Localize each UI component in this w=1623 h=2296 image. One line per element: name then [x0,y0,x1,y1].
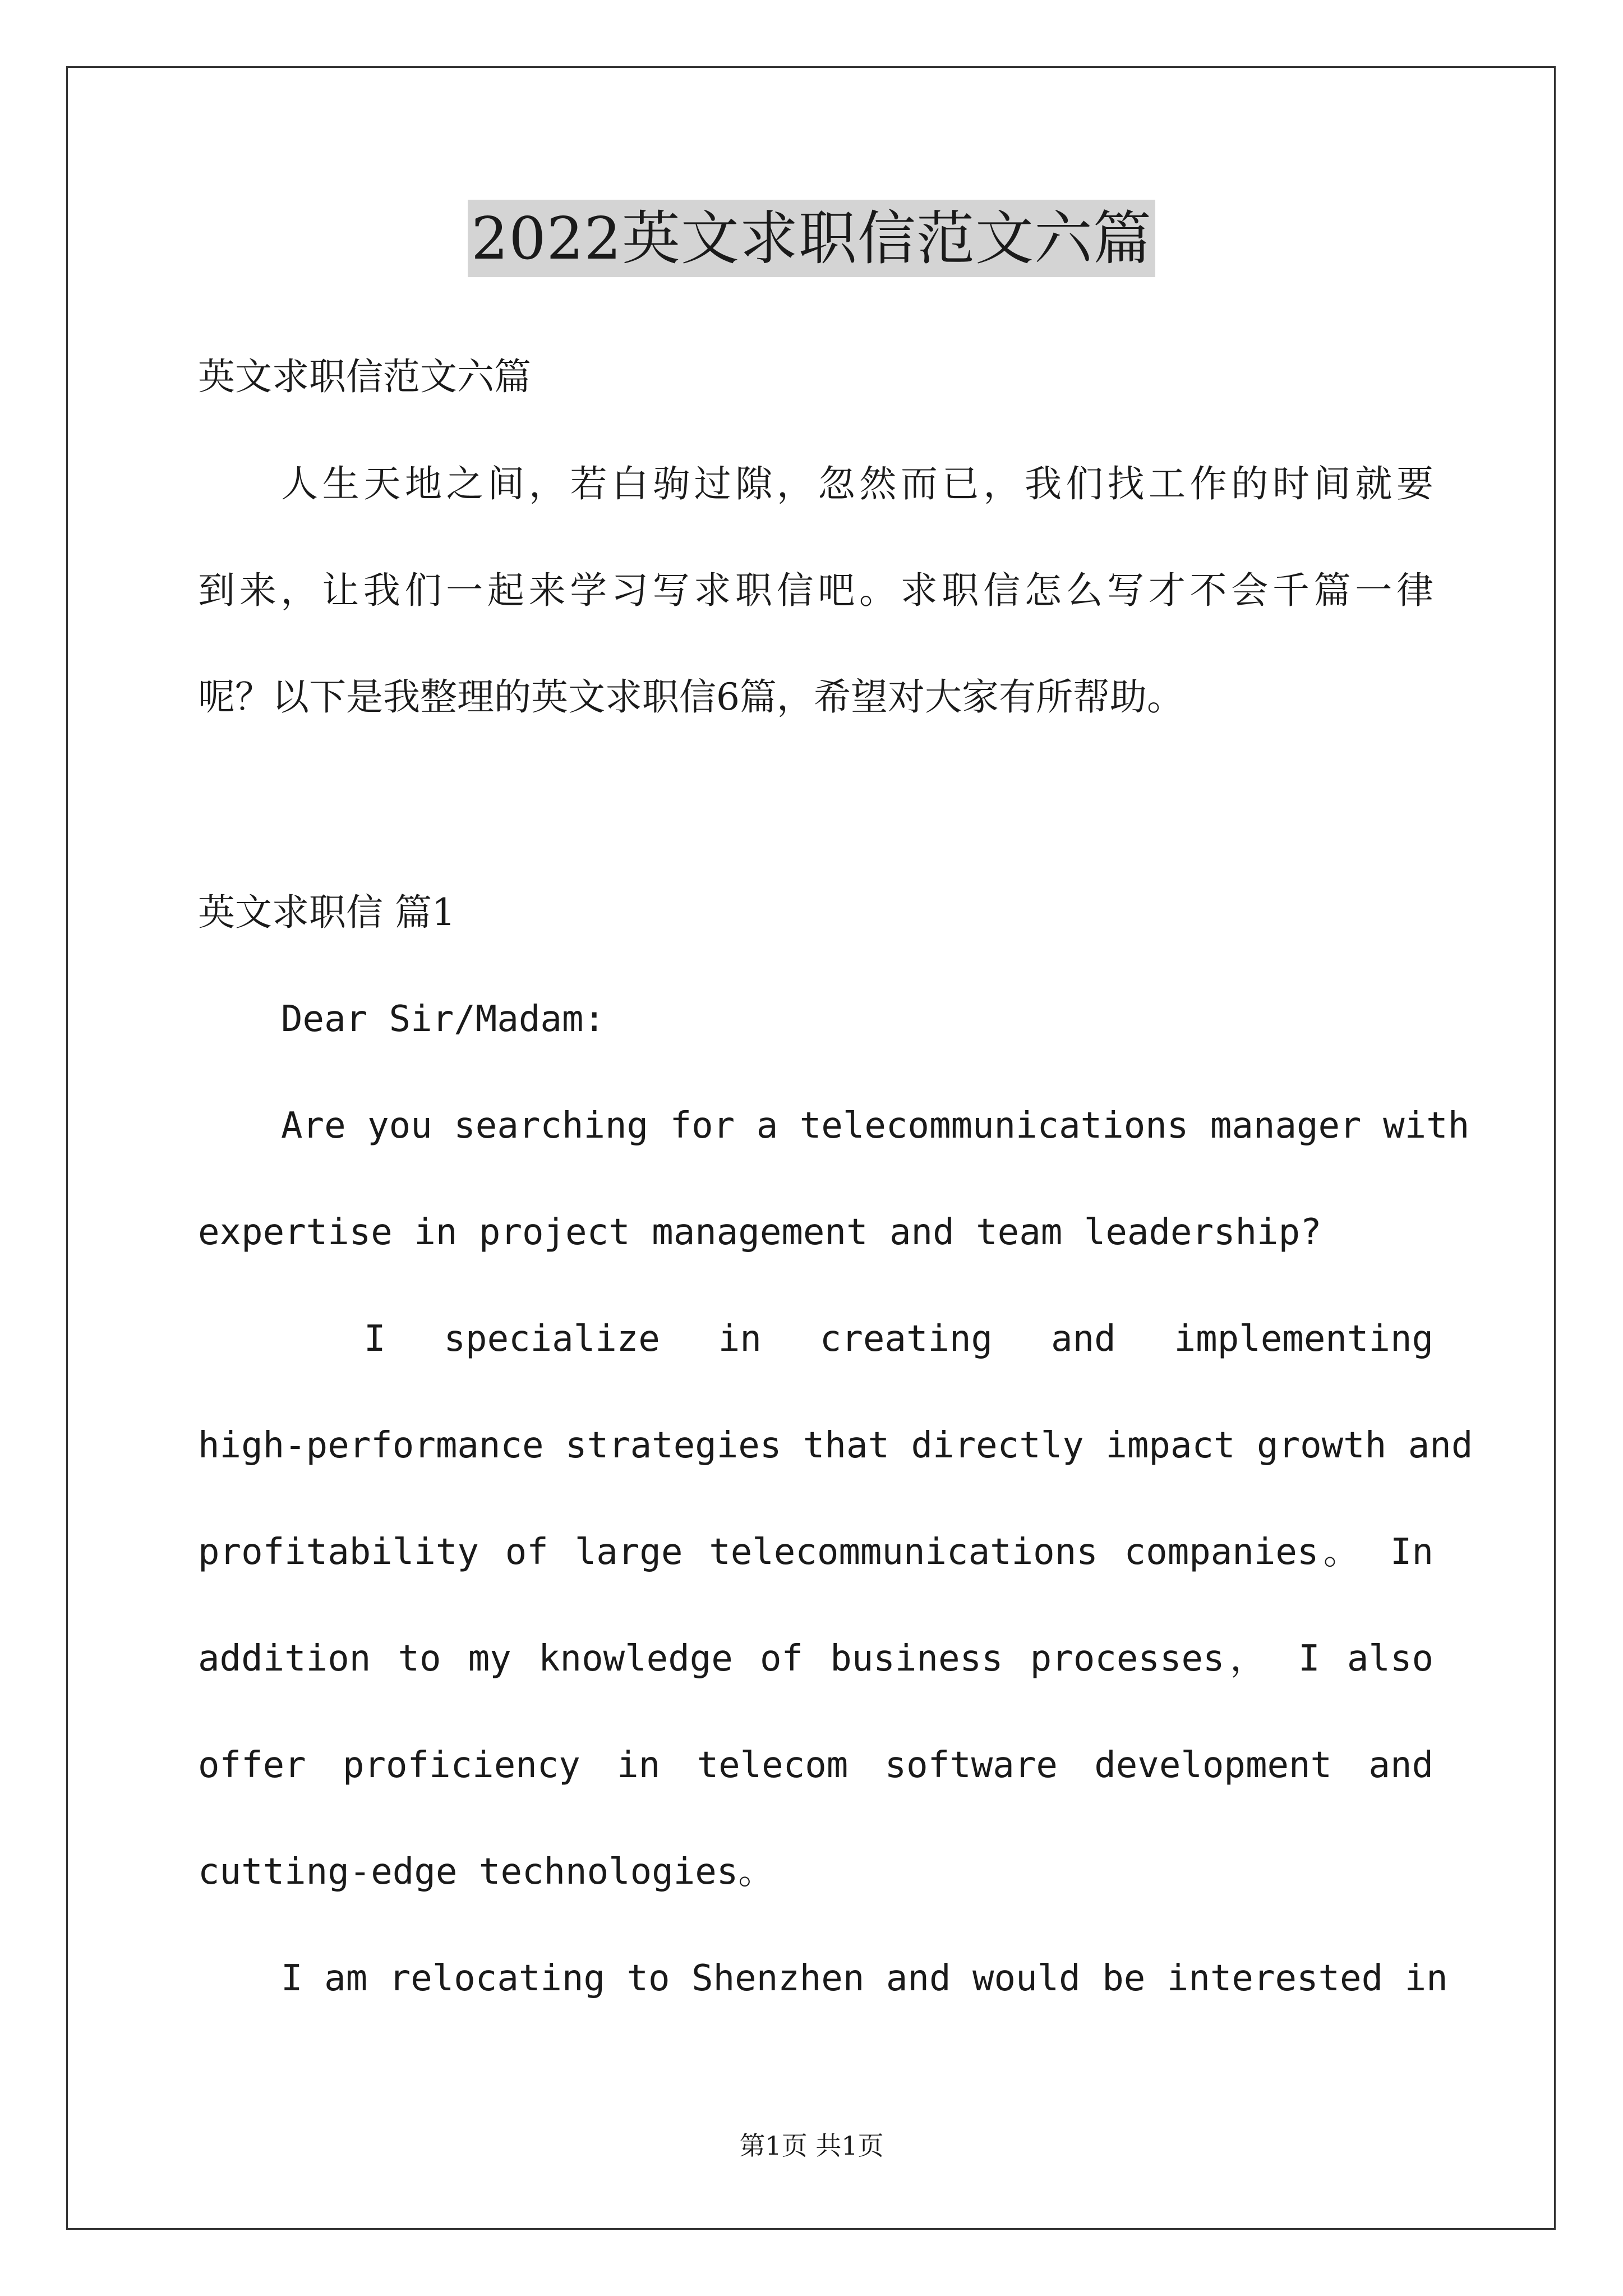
intro-line-1: 人生天地之间，若白驹过隙，忽然而已，我们找工作的时间就要 [281,462,1433,505]
letter-line-9: I am relocating to Shenzhen and would be interested in [281,1958,1448,1999]
letter-line-2: expertise in project management and team leadership? [198,1212,1322,1253]
document-subtitle: 英文求职信范文六篇 [198,355,531,398]
letter-line-5: profitability of large telecommunications companies。 In [198,1531,1433,1573]
section-heading: 英文求职信 篇1 [198,891,455,934]
page-footer: 第1页 共1页 [739,2131,884,2161]
letter-salutation: Dear Sir/Madam: [281,999,605,1040]
title-container [0,200,1623,277]
intro-line-3: 呢？以下是我整理的英文求职信6篇，希望对大家有所帮助。 [198,675,1184,719]
letter-line-8: cutting-edge technologies。 [198,1851,774,1893]
letter-line-6: addition to my knowledge of business processes， I also [198,1638,1433,1680]
intro-line-2: 到来，让我们一起来学习写求职信吧。求职信怎么写才不会千篇一律 [198,569,1433,612]
letter-line-7: offer proficiency in telecom software development and [198,1745,1433,1786]
letter-line-3: I specialize in creating and implementing [364,1318,1433,1360]
letter-line-4: high-performance strategies that directly impact growth and [198,1425,1473,1466]
document-title: 2022英文求职信范文六篇 [468,200,1155,277]
letter-line-1: Are you searching for a telecommunications manager with [281,1105,1470,1147]
